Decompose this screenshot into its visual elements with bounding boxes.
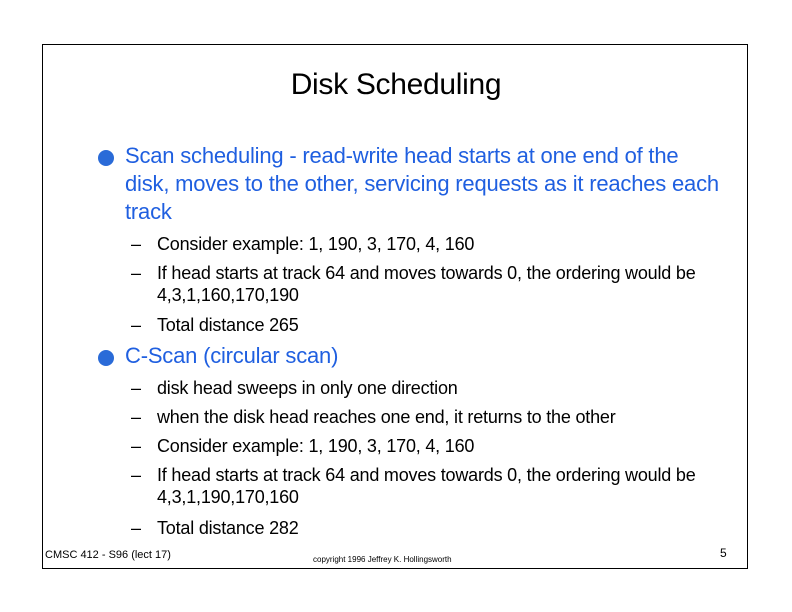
slide-title: Disk Scheduling: [290, 68, 502, 101]
subitem-text: If head starts at track 64 and moves towards 0, the ordering would be 4,3,1,160,170,190: [157, 263, 696, 305]
subitem-text: If head starts at track 64 and moves towards 0, the ordering would be 4,3,1,190,170,160: [157, 465, 696, 507]
dash-icon: –: [131, 234, 142, 254]
footer-course: CMSC 412 - S96 (lect 17): [45, 549, 171, 561]
dash-icon: –: [131, 518, 142, 538]
dash-icon: –: [131, 378, 142, 398]
bullet-dot-icon: [98, 350, 114, 366]
dash-icon: –: [131, 263, 142, 283]
dash-icon: –: [131, 315, 142, 335]
dash-icon: –: [131, 436, 142, 456]
dash-icon: –: [131, 465, 142, 485]
bullet-text: Scan scheduling - read-write head starts at one end of the disk, moves to the other, servicing requests as it reaches each track: [125, 143, 719, 224]
subitem-text: disk head sweeps in only one direction: [157, 378, 458, 398]
footer-copyright: copyright 1996 Jeffrey K. Hollingsworth: [313, 555, 452, 564]
bullet-text: C-Scan (circular scan): [125, 343, 339, 368]
dash-icon: –: [131, 407, 142, 427]
subitem-text: Total distance 265: [157, 315, 299, 335]
subitem-text: Consider example: 1, 190, 3, 170, 4, 160: [157, 436, 475, 456]
bullet-dot-icon: [98, 150, 114, 166]
subitem-text: Total distance 282: [157, 518, 299, 538]
subitem-text: when the disk head reaches one end, it returns to the other: [157, 407, 616, 427]
subitem-text: Consider example: 1, 190, 3, 170, 4, 160: [157, 234, 475, 254]
page-number: 5: [720, 546, 727, 560]
